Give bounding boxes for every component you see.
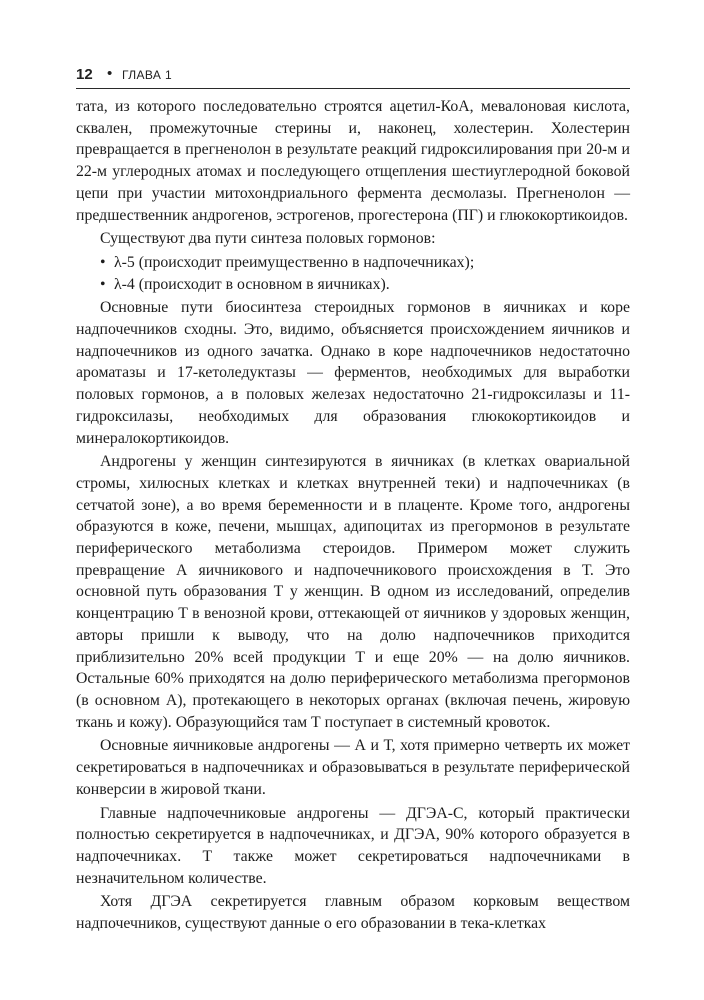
list-item-text: λ-4 (происходит в основном в яичниках). [114,275,390,293]
paragraph: Основные пути биосинтеза стероидных гормонов в яичниках и коре надпочечников сходны. Это, видимо, объясняется происхождением яичников и надпочечников из одного зачатка. Однако в коре надпочечников недостаточно ароматазы и 17-кетоледуктазы — ферментов, необходимых для выработки половых гормонов, а в половых железах недостаточно 21-гидроксилазы и 11-гидроксилазы, необходимых для образования глюкокортикоидов и минералокортикоидов. [76,299,630,447]
page-number: 12 [76,66,93,83]
list-bullet: • [100,275,106,293]
chapter-title: ГЛАВА 1 [122,68,173,82]
paragraph: Основные яичниковые андрогены — А и Т, хотя примерно четверть их может секретироваться в надпочечниках и образовываться в результате периферической конверсии в жировой ткани. [76,737,630,798]
paragraph: Главные надпочечниковые андрогены — ДГЭА-С, который практически полностью секретируется в надпочечниках, и ДГЭА, 90% которого образуется в надпочечниках. Т также может секретироваться надпочечниками в незначительном количестве. [76,804,630,887]
paragraph: тата, из которого последовательно строятся ацетил-КоА, мевалоновая кислота, сквален, промежуточные стерины и, наконец, холестерин. Холестерин превращается в прегненолон в результате реакций гидроксилирования при 20-м и 22-м углеродных атомах и последующего отщепления шестиуглеродной боковой цепи при участии митохондриального фермента десмолазы. Прегненолон — предшественник андрогенов, эстрогенов, прогестерона (ПГ) и глюкокортикоидов. [76,98,630,224]
list-item [76,252,630,274]
list-item-text: λ-5 (происходит преимущественно в надпочечниках); [114,253,475,271]
paragraph: Существуют два пути синтеза половых гормонов: [100,230,436,248]
paragraph: Хотя ДГЭА секретируется главным образом корковым веществом надпочечников, существуют данные о его образовании в тека-клетках [76,893,630,933]
paragraph: Андрогены у женщин синтезируются в яичниках (в клетках овариальной стромы, хилюсных клетках и клетках внутренней теки) и надпочечниках (в сетчатой зоне), а во время беременности и в плаценте. Кроме того, андрогены образуются в коже, печени, мышцах, адипоцитах из прегормонов в результате периферического метаболизма стероидов. Примером может служить превращение А яичникового и надпочечникового происхождения в Т. Это основной путь образования Т у женщин. В одном из исследований, определив концентрацию Т в венозной крови, оттекающей от яичников у здоровых женщин, авторы пришли к выводу, что на долю надпочечников приходится приблизительно 20% всей продукции Т и еще 20% — на долю яичников. Остальные 60% приходятся на долю периферического метаболизма прегормонов (в основном А), протекающего в некоторых органах (включая печень, жировую ткань и кожу). Образующийся там Т поступает в системный кровоток. [76,453,630,731]
list-item [76,274,630,296]
running-header [76,66,630,89]
body-text [76,96,630,937]
header-bullet: • [107,65,113,82]
list-bullet: • [100,253,106,271]
